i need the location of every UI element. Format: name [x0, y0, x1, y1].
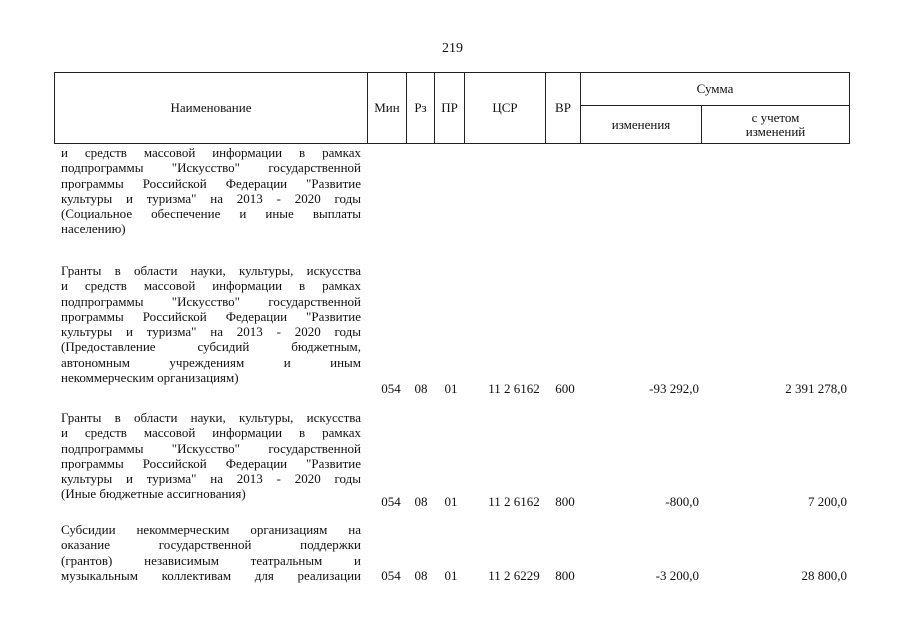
cell-change: -800,0 [665, 494, 699, 509]
header-summa: Сумма [696, 81, 734, 96]
cell-vr: 800 [555, 568, 575, 583]
header-name: Наименование [170, 100, 252, 115]
header-with-change-line1: с учетом [751, 109, 800, 125]
cell-change: -93 292,0 [649, 381, 699, 396]
cell-rz: 08 [414, 494, 428, 509]
row-line: и средств массовой информации в рамках [61, 278, 361, 294]
row-line: (Иные бюджетные ассигнования) [61, 486, 246, 502]
row-line: программы Российской Федерации "Развитие [61, 455, 361, 471]
cell-rz: 08 [414, 568, 428, 583]
cell-min: 054 [381, 568, 401, 583]
header-with-change [702, 106, 849, 143]
row-description [61, 263, 361, 385]
row-description [61, 145, 361, 237]
cell-min: 054 [381, 381, 401, 396]
row-description [61, 522, 361, 583]
row-line: культуры и туризма" на 2013 - 2020 годы [61, 471, 361, 487]
row-line: Субсидии некоммерческим организациям на [61, 522, 361, 537]
row-line: (грантов) независимым театральным и [61, 552, 361, 568]
row-line: оказание государственной поддержки [61, 537, 361, 553]
cell-min: 054 [381, 494, 401, 509]
row-line: подпрограммы "Искусство" государственной [61, 293, 361, 309]
row-line: автономным учреждениям и иным [61, 354, 361, 370]
row-line: Гранты в области науки, культуры, искусства [61, 263, 361, 278]
cell-csr: 11 2 6162 [488, 494, 540, 509]
row-line: культуры и туризма" на 2013 - 2020 годы [61, 190, 361, 206]
cell-csr: 11 2 6229 [488, 568, 540, 583]
cell-vr: 600 [555, 381, 575, 396]
header-pr: ПР [441, 100, 458, 115]
row-line: культуры и туризма" на 2013 - 2020 годы [61, 324, 361, 340]
header-with-change-line2: изменений [745, 123, 806, 139]
row-line: (Социальное обеспечение и иные выплаты [61, 206, 361, 222]
cell-pr: 01 [444, 568, 458, 583]
cell-total: 2 391 278,0 [785, 381, 847, 396]
row-description [61, 410, 361, 502]
cell-csr: 11 2 6162 [488, 381, 540, 396]
header-change: изменения [611, 116, 671, 132]
row-line: и средств массовой информации в рамках [61, 425, 361, 441]
row-line: и средств массовой информации в рамках [61, 145, 361, 160]
cell-vr: 800 [555, 494, 575, 509]
header-border-right [849, 72, 850, 144]
row-line: подпрограммы "Искусство" государственной [61, 160, 361, 176]
row-line: некоммерческим организациям) [61, 370, 239, 386]
cell-rz: 08 [414, 381, 428, 396]
page-number: 219 [442, 41, 463, 56]
row-line: музыкальным коллективам для реализации [61, 567, 361, 583]
row-line: населению) [61, 221, 126, 237]
cell-total: 28 800,0 [801, 568, 847, 583]
header-rz: Рз [414, 100, 427, 115]
header-vr: ВР [555, 100, 571, 115]
row-line: подпрограммы "Искусство" государственной [61, 440, 361, 456]
cell-change: -3 200,0 [655, 568, 699, 583]
row-line: (Предоставление субсидий бюджетным, [61, 339, 361, 355]
cell-pr: 01 [444, 494, 458, 509]
cell-pr: 01 [444, 381, 458, 396]
cell-total: 7 200,0 [808, 494, 847, 509]
row-line: программы Российской Федерации "Развитие [61, 308, 361, 324]
row-line: Гранты в области науки, культуры, искусства [61, 410, 361, 425]
header-min: Мин [374, 100, 400, 115]
header-bottom-border [54, 143, 850, 144]
row-line: программы Российской Федерации "Развитие [61, 175, 361, 191]
header-csr: ЦСР [492, 100, 518, 115]
